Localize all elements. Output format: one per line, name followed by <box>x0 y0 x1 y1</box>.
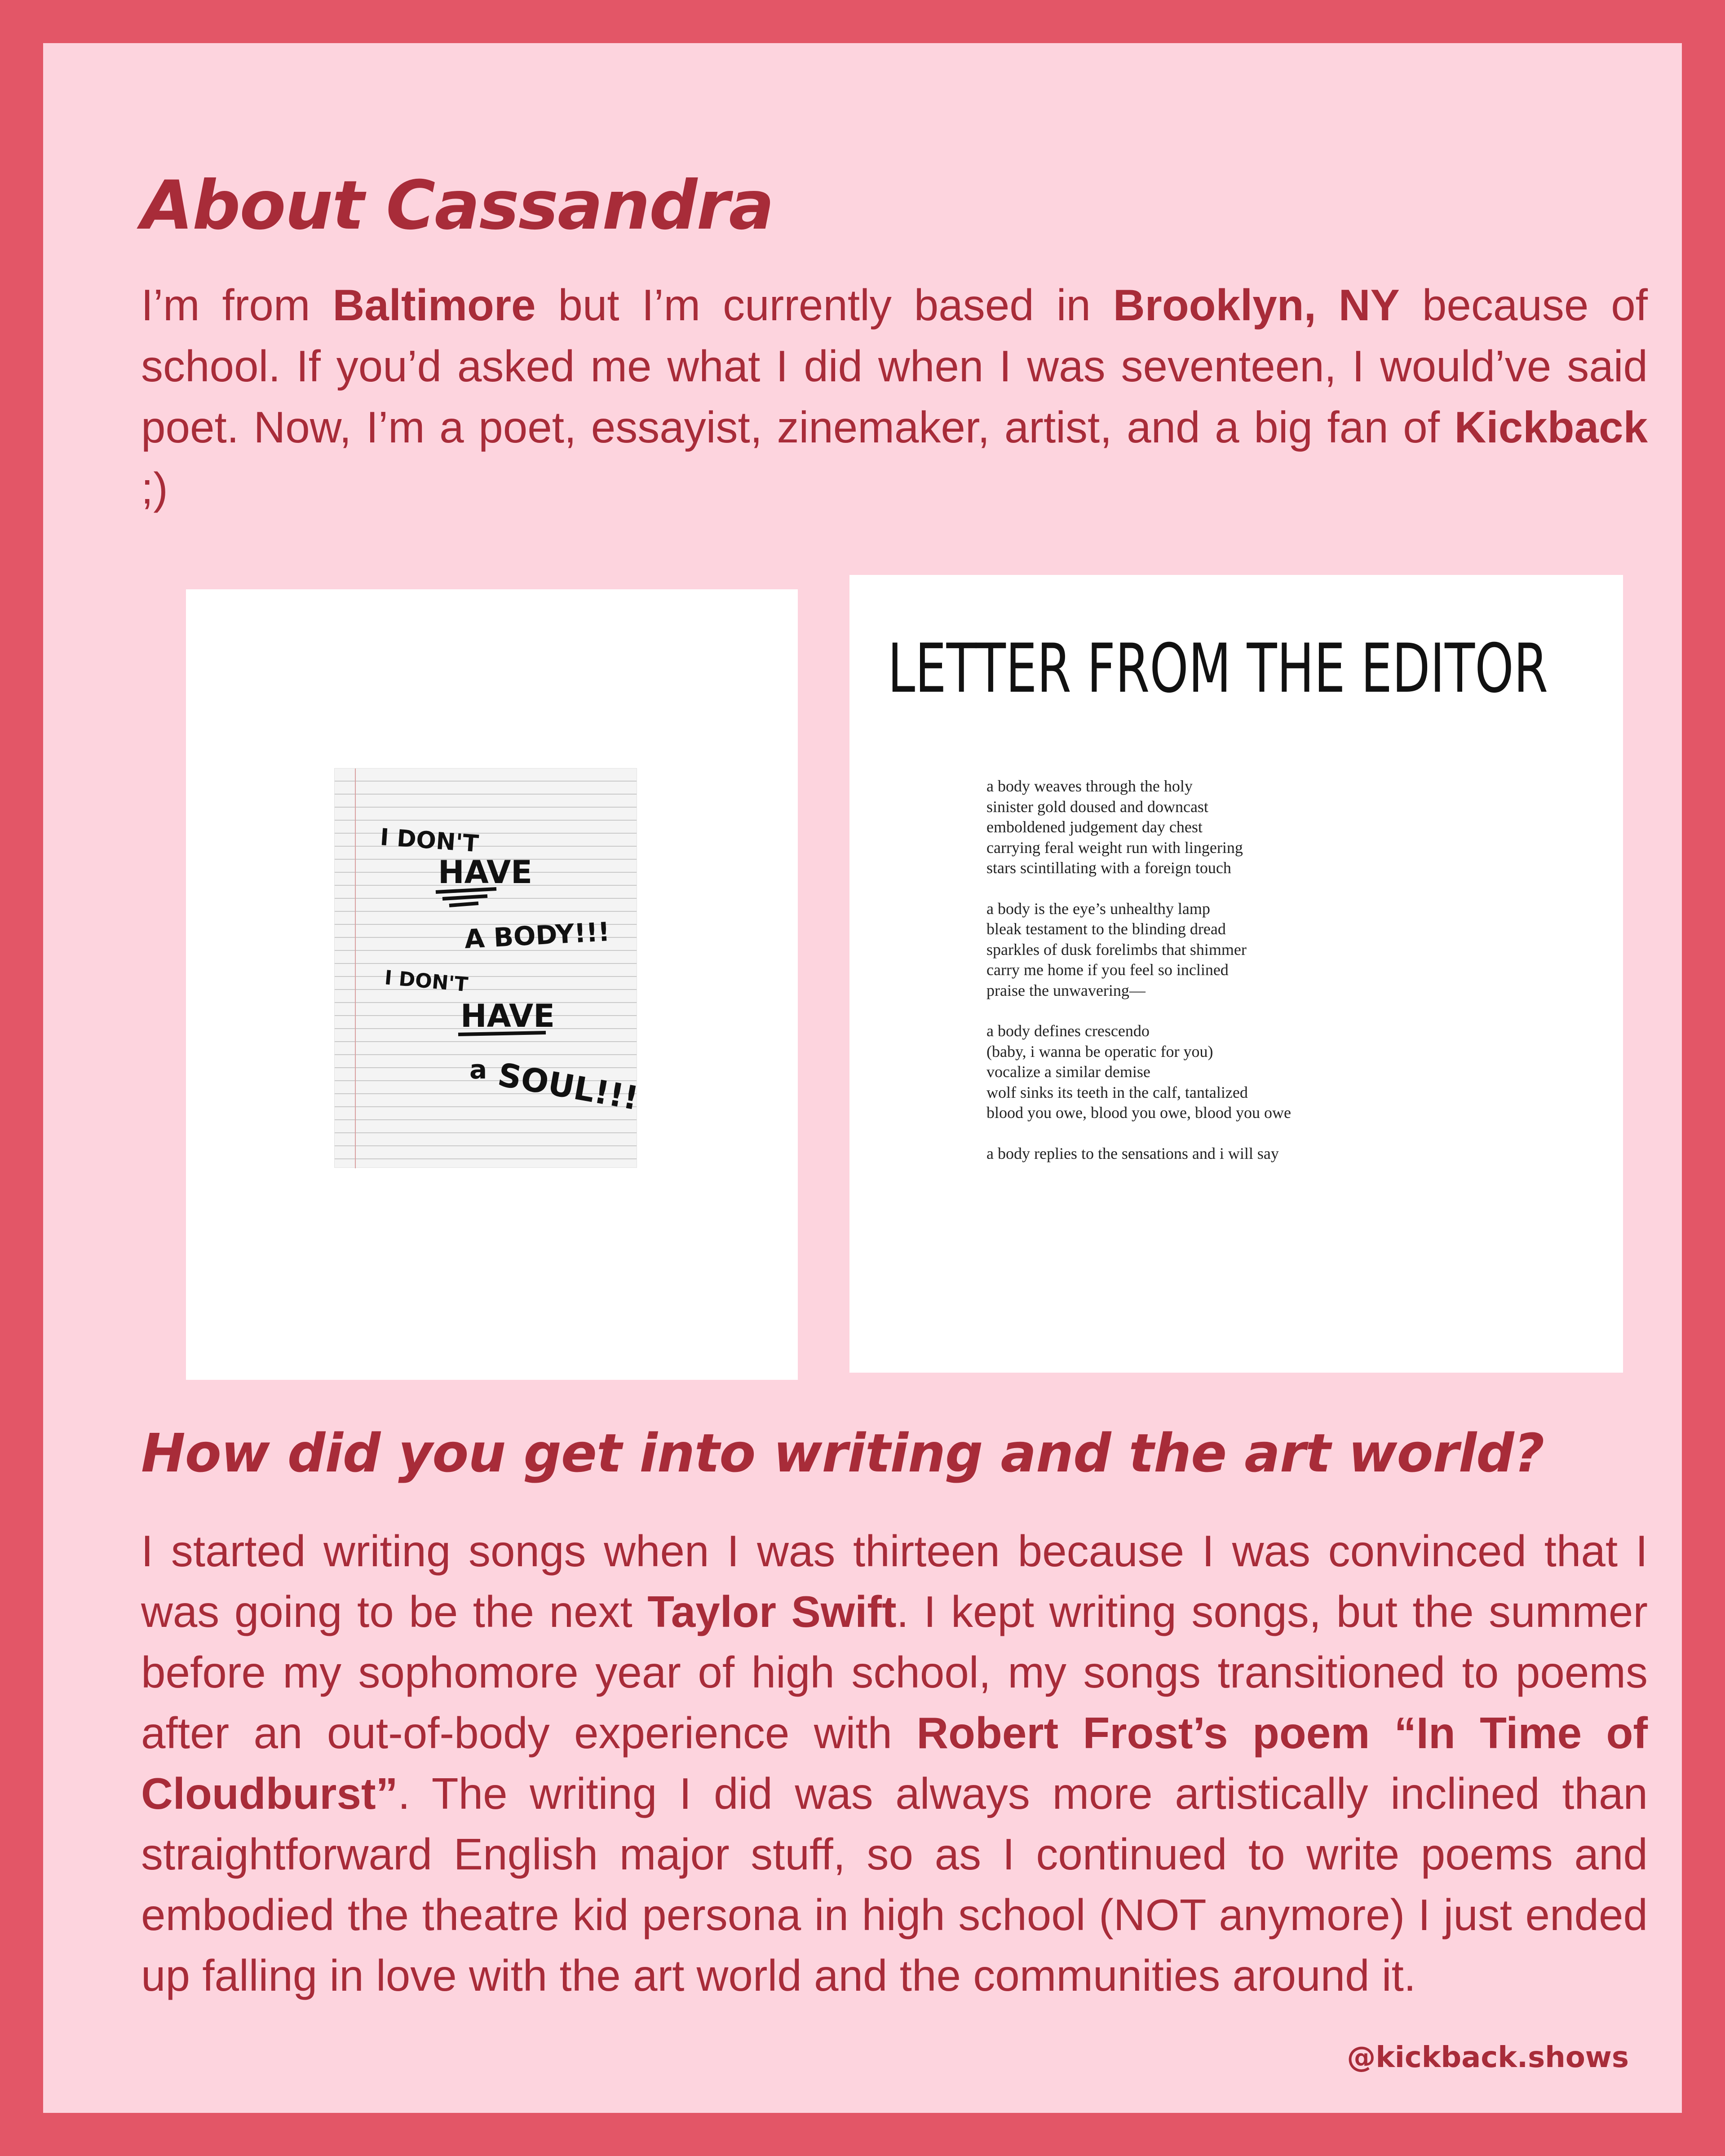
poem-stanza <box>986 899 1526 1001</box>
brooklyn-highlight: Brooklyn, NY <box>1113 280 1400 330</box>
answer-text-2: . I kept writing songs, but the summer before my sophomore year of high school, my songs transitioned to poems after an out-of-body experience with <box>141 1587 1648 1758</box>
taylor-swift-highlight: Taylor Swift <box>647 1587 897 1636</box>
notebook-page-image <box>334 768 641 1168</box>
about-text-4: ;) <box>141 464 168 513</box>
answer-text-3: . The writing I did was always more artistically inclined than straightforward English major stuff, so as I continued to write poems and embodied the theatre kid persona in high school (NOT anymore) I just ended up falling in love with the art world and the communities around it. <box>141 1769 1648 2000</box>
poem-line: carry me home if you feel so inclined <box>986 961 1229 979</box>
poem-line: praise the unwavering— <box>986 981 1146 999</box>
art-line-2: HAVE <box>438 854 532 891</box>
poem-block <box>986 776 1526 1184</box>
poem-line: vocalize a similar demise <box>986 1063 1150 1081</box>
underline-stroke <box>458 1033 546 1034</box>
art-line-7: SOUL!!! <box>495 1056 641 1118</box>
poem-line: a body defines crescendo <box>986 1022 1150 1040</box>
art-line-3: A BODY!!! <box>464 916 611 954</box>
content-panel <box>43 43 1682 2113</box>
poem-line: bleak testament to the blinding dread <box>986 920 1226 938</box>
answer-paragraph <box>141 1521 1648 2006</box>
poem-line: a body replies to the sensations and i will say <box>986 1144 1279 1162</box>
poem-stanza <box>986 776 1526 879</box>
poem-line: blood you owe, blood you owe, blood you owe <box>986 1104 1291 1122</box>
poem-line: a body is the eye’s unhealthy lamp <box>986 899 1210 918</box>
handwritten-title <box>888 615 1606 719</box>
about-heading: About Cassandra <box>141 167 774 245</box>
artwork-card-right <box>849 575 1623 1373</box>
poem-line: wolf sinks its teeth in the calf, tantalized <box>986 1083 1248 1101</box>
poem-line: carrying feral weight run with lingering <box>986 838 1243 857</box>
answer-text-1: I started writing songs when I was thirteen because I was convinced that I was going to be the next <box>141 1526 1648 1636</box>
about-text-3: because of school. If you’d asked me what I did when I was seventeen, I would’ve said poet. Now, I’m a poet, essayist, zinemaker, artist, and a big fan of <box>141 280 1648 452</box>
frost-poem-highlight: Robert Frost’s poem “In Time of Cloudburst” <box>141 1708 1648 1818</box>
art-line-5: HAVE <box>460 998 555 1034</box>
about-text-2: but I’m currently based in <box>535 280 1113 330</box>
poem-line: emboldened judgement day chest <box>986 818 1203 836</box>
question-heading: How did you get into writing and the art world? <box>141 1422 1544 1484</box>
letter-title-artwork <box>888 615 1606 719</box>
art-line-6: a <box>469 1054 487 1085</box>
social-handle: @kickback.shows <box>1347 2041 1629 2074</box>
poem-line: a body weaves through the holy <box>986 777 1193 795</box>
letter-title: LETTER FROM THE EDITOR <box>888 630 1548 708</box>
poem-line: sinister gold doused and downcast <box>986 797 1208 816</box>
underline-scribble <box>436 889 496 906</box>
art-line-1: I DON'T <box>379 824 480 858</box>
poem-stanza <box>986 1144 1526 1164</box>
baltimore-highlight: Baltimore <box>332 280 536 330</box>
poem-stanza <box>986 1021 1526 1123</box>
artwork-card-left <box>186 589 798 1380</box>
poem-line: sparkles of dusk forelimbs that shimmer <box>986 940 1247 959</box>
handwritten-artwork <box>335 769 641 1168</box>
poem-line: stars scintillating with a foreign touch <box>986 859 1231 877</box>
art-line-4: I DON'T <box>384 966 469 997</box>
about-text-1: I’m from <box>141 280 333 330</box>
about-paragraph <box>141 274 1648 519</box>
kickback-highlight: Kickback <box>1454 402 1648 452</box>
poem-line: (baby, i wanna be operatic for you) <box>986 1042 1213 1060</box>
